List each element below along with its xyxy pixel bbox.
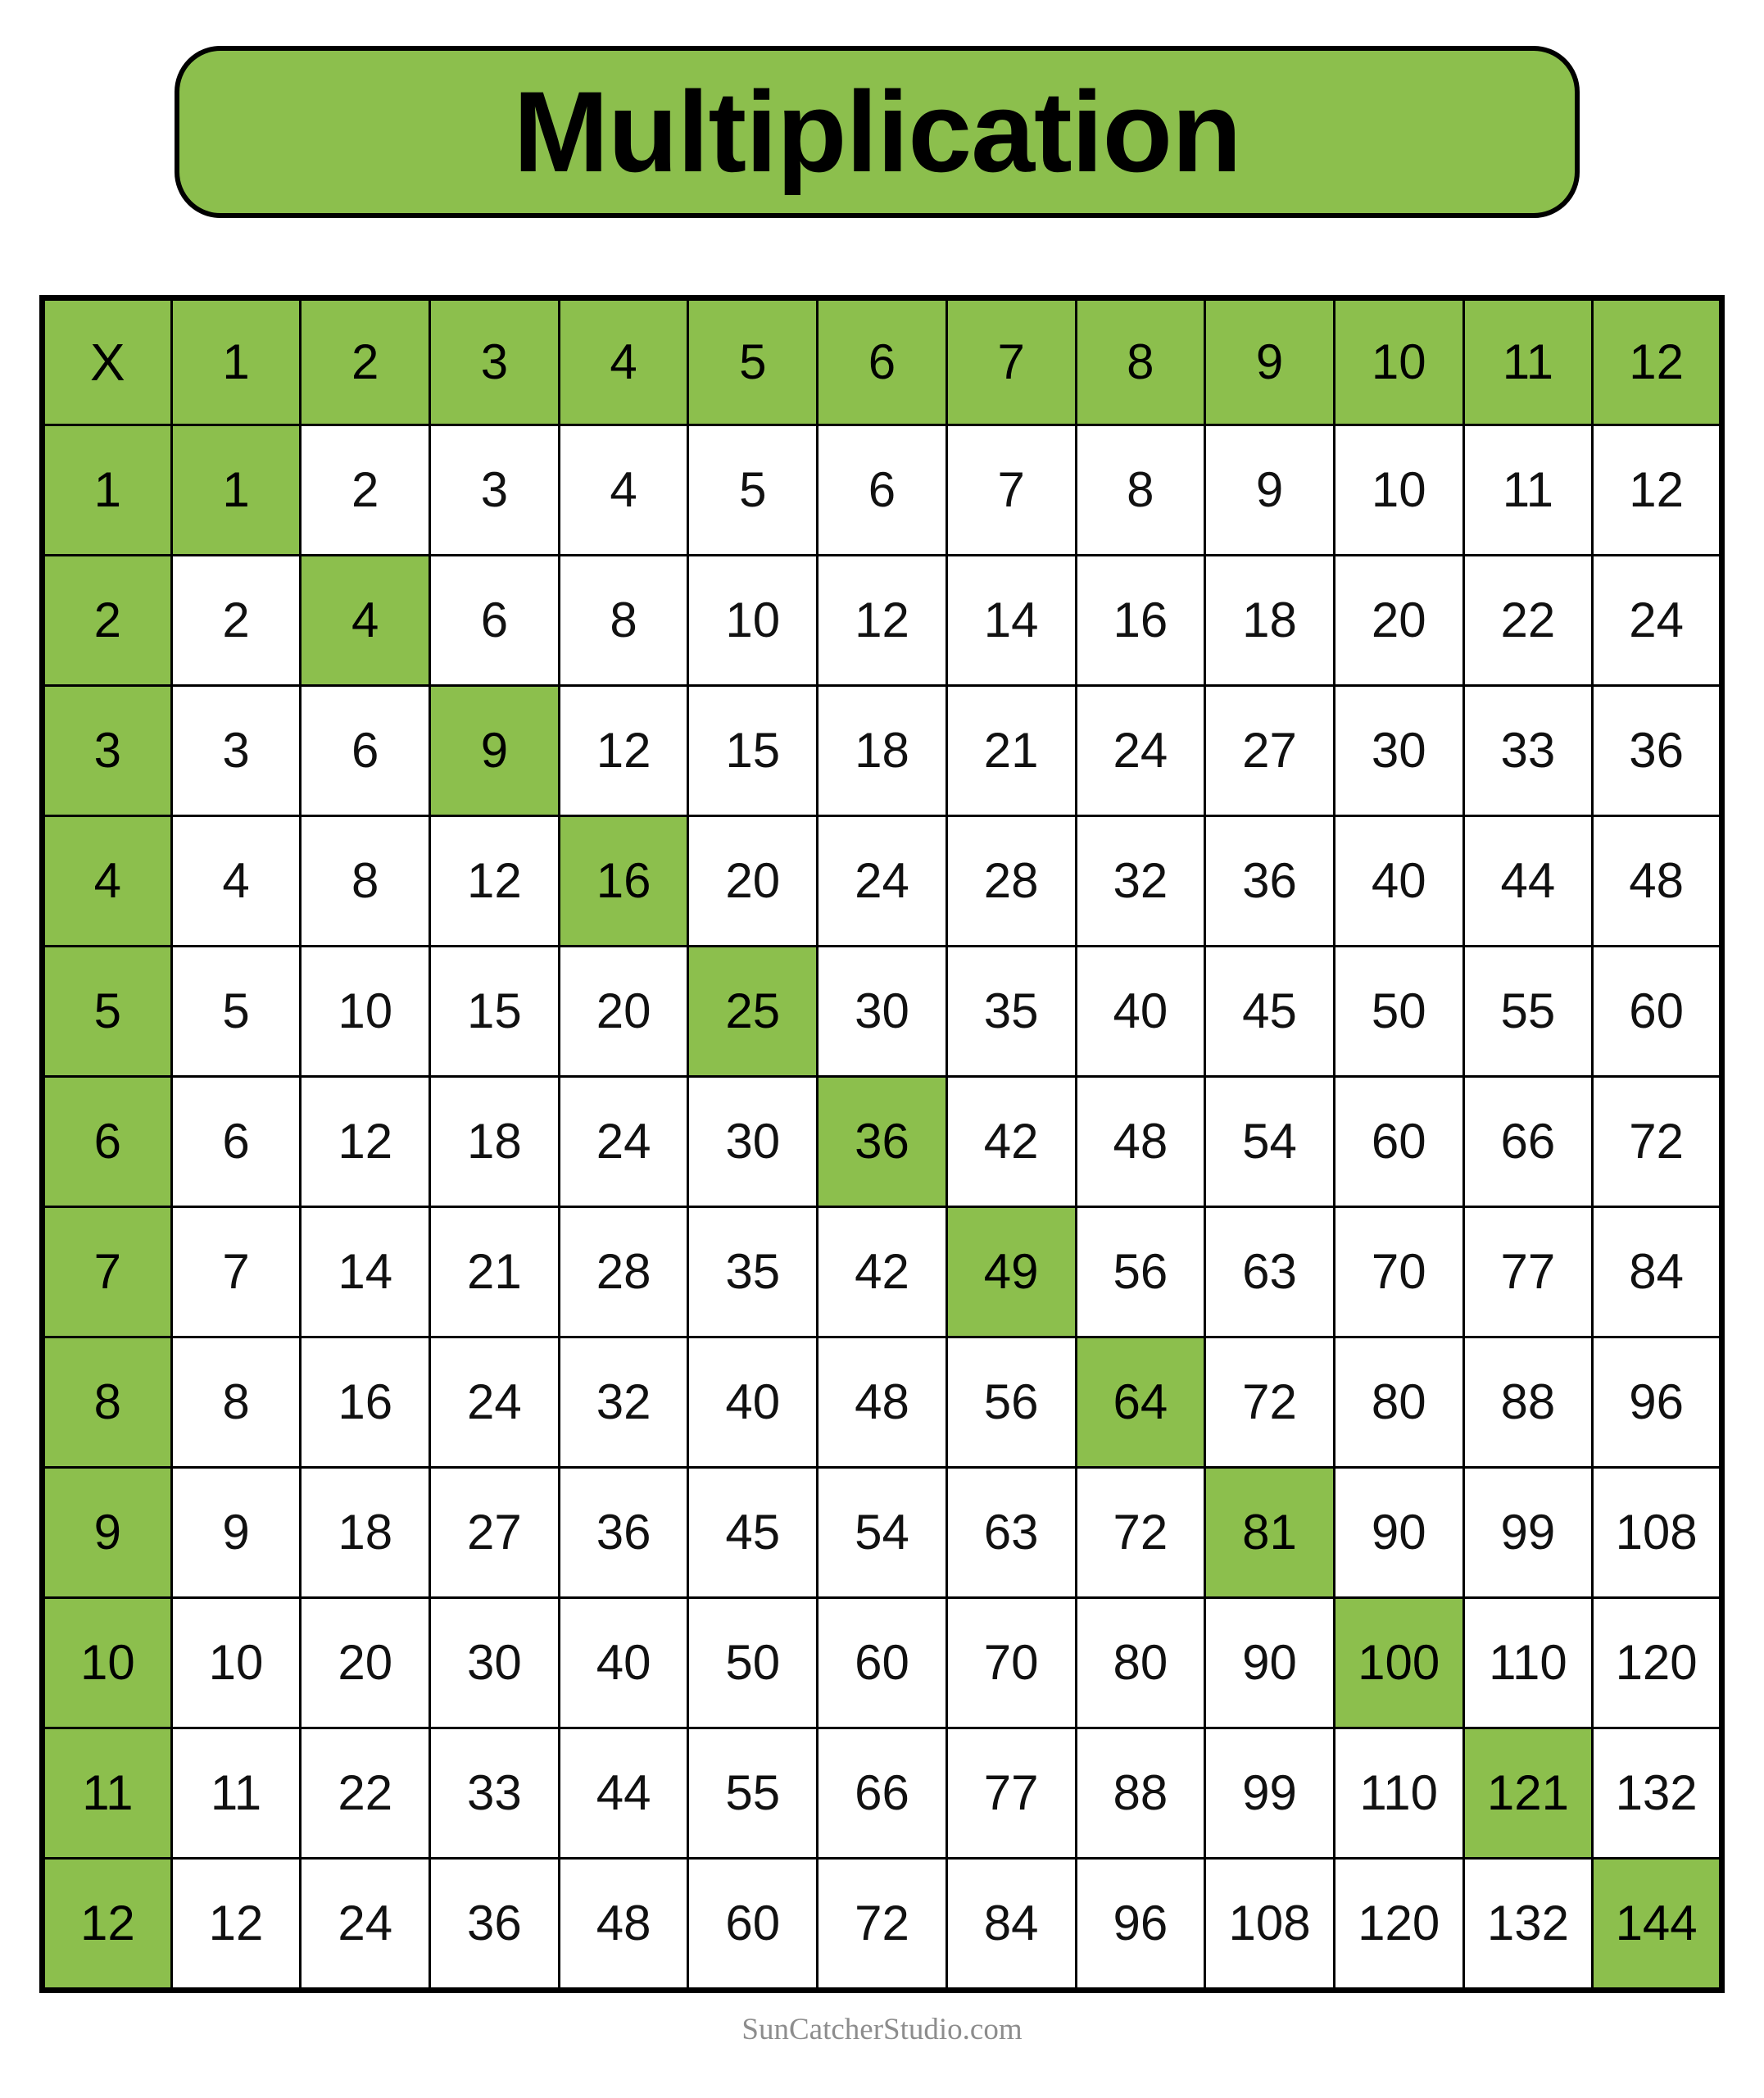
product-cell-square: 100 <box>1334 1598 1463 1728</box>
row-header-cell: 4 <box>43 816 172 947</box>
column-header-cell: 2 <box>301 298 430 425</box>
product-cell: 77 <box>946 1728 1076 1859</box>
product-cell: 120 <box>1334 1859 1463 1991</box>
product-cell: 27 <box>1205 686 1335 816</box>
product-cell: 96 <box>1076 1859 1205 1991</box>
product-cell: 28 <box>946 816 1076 947</box>
table-row <box>43 1859 1722 1991</box>
product-cell: 48 <box>818 1337 947 1468</box>
product-cell-square: 1 <box>171 425 301 556</box>
product-cell: 55 <box>688 1728 818 1859</box>
product-cell: 8 <box>171 1337 301 1468</box>
title-banner <box>175 46 1580 218</box>
product-cell: 48 <box>1076 1077 1205 1207</box>
product-cell: 32 <box>1076 816 1205 947</box>
page-title: Multiplication <box>513 67 1241 196</box>
product-cell-square: 121 <box>1463 1728 1593 1859</box>
product-cell: 36 <box>1205 816 1335 947</box>
product-cell: 60 <box>1334 1077 1463 1207</box>
product-cell: 30 <box>430 1598 560 1728</box>
product-cell: 48 <box>1593 816 1722 947</box>
product-cell: 18 <box>818 686 947 816</box>
product-cell: 132 <box>1593 1728 1722 1859</box>
product-cell: 10 <box>688 556 818 686</box>
product-cell: 48 <box>559 1859 688 1991</box>
product-cell: 27 <box>430 1468 560 1598</box>
product-cell: 110 <box>1463 1598 1593 1728</box>
product-cell: 16 <box>1076 556 1205 686</box>
product-cell: 24 <box>430 1337 560 1468</box>
product-cell: 18 <box>430 1077 560 1207</box>
product-cell: 60 <box>1593 947 1722 1077</box>
product-cell: 42 <box>946 1077 1076 1207</box>
product-cell: 72 <box>818 1859 947 1991</box>
product-cell: 44 <box>1463 816 1593 947</box>
product-cell: 56 <box>1076 1207 1205 1337</box>
product-cell: 9 <box>1205 425 1335 556</box>
column-header-cell: 4 <box>559 298 688 425</box>
product-cell: 11 <box>1463 425 1593 556</box>
product-cell: 77 <box>1463 1207 1593 1337</box>
table-row <box>43 816 1722 947</box>
product-cell: 72 <box>1076 1468 1205 1598</box>
product-cell: 88 <box>1463 1337 1593 1468</box>
table-corner-cell: X <box>43 298 172 425</box>
table-row <box>43 947 1722 1077</box>
product-cell-square: 64 <box>1076 1337 1205 1468</box>
multiplication-table <box>39 295 1725 1993</box>
table-header-row <box>43 298 1722 425</box>
product-cell: 24 <box>1076 686 1205 816</box>
column-header-cell: 12 <box>1593 298 1722 425</box>
product-cell: 15 <box>430 947 560 1077</box>
product-cell: 72 <box>1205 1337 1335 1468</box>
product-cell: 33 <box>1463 686 1593 816</box>
product-cell: 14 <box>301 1207 430 1337</box>
product-cell: 22 <box>301 1728 430 1859</box>
product-cell: 16 <box>301 1337 430 1468</box>
product-cell: 40 <box>1334 816 1463 947</box>
product-cell: 18 <box>301 1468 430 1598</box>
product-cell-square: 36 <box>818 1077 947 1207</box>
column-header-cell: 11 <box>1463 298 1593 425</box>
row-header-cell: 5 <box>43 947 172 1077</box>
product-cell: 10 <box>301 947 430 1077</box>
column-header-cell: 1 <box>171 298 301 425</box>
product-cell: 36 <box>559 1468 688 1598</box>
product-cell: 66 <box>818 1728 947 1859</box>
row-header-cell: 10 <box>43 1598 172 1728</box>
product-cell: 20 <box>301 1598 430 1728</box>
product-cell: 2 <box>301 425 430 556</box>
row-header-cell: 3 <box>43 686 172 816</box>
product-cell: 10 <box>1334 425 1463 556</box>
product-cell: 5 <box>688 425 818 556</box>
product-cell: 70 <box>946 1598 1076 1728</box>
product-cell: 8 <box>1076 425 1205 556</box>
product-cell: 108 <box>1205 1859 1335 1991</box>
product-cell: 35 <box>688 1207 818 1337</box>
product-cell: 6 <box>301 686 430 816</box>
product-cell: 40 <box>688 1337 818 1468</box>
row-header-cell: 2 <box>43 556 172 686</box>
product-cell: 12 <box>301 1077 430 1207</box>
product-cell-square: 9 <box>430 686 560 816</box>
table-row <box>43 1728 1722 1859</box>
product-cell: 24 <box>1593 556 1722 686</box>
row-header-cell: 6 <box>43 1077 172 1207</box>
product-cell: 80 <box>1334 1337 1463 1468</box>
product-cell: 20 <box>1334 556 1463 686</box>
product-cell: 4 <box>559 425 688 556</box>
row-header-cell: 1 <box>43 425 172 556</box>
product-cell: 120 <box>1593 1598 1722 1728</box>
product-cell: 50 <box>688 1598 818 1728</box>
product-cell: 45 <box>688 1468 818 1598</box>
product-cell: 18 <box>1205 556 1335 686</box>
product-cell: 36 <box>430 1859 560 1991</box>
product-cell: 12 <box>430 816 560 947</box>
table-row <box>43 686 1722 816</box>
column-header-cell: 9 <box>1205 298 1335 425</box>
product-cell: 54 <box>1205 1077 1335 1207</box>
product-cell: 10 <box>171 1598 301 1728</box>
product-cell: 35 <box>946 947 1076 1077</box>
product-cell: 12 <box>171 1859 301 1991</box>
product-cell: 56 <box>946 1337 1076 1468</box>
product-cell: 72 <box>1593 1077 1722 1207</box>
product-cell: 3 <box>171 686 301 816</box>
product-cell: 40 <box>559 1598 688 1728</box>
product-cell: 33 <box>430 1728 560 1859</box>
product-cell: 8 <box>301 816 430 947</box>
product-cell: 12 <box>818 556 947 686</box>
column-header-cell: 7 <box>946 298 1076 425</box>
product-cell: 30 <box>818 947 947 1077</box>
product-cell: 4 <box>171 816 301 947</box>
product-cell: 90 <box>1334 1468 1463 1598</box>
product-cell: 3 <box>430 425 560 556</box>
table-row <box>43 556 1722 686</box>
product-cell: 80 <box>1076 1598 1205 1728</box>
table-row <box>43 1598 1722 1728</box>
product-cell: 66 <box>1463 1077 1593 1207</box>
product-cell-square: 81 <box>1205 1468 1335 1598</box>
product-cell: 63 <box>946 1468 1076 1598</box>
product-cell-square: 4 <box>301 556 430 686</box>
product-cell: 12 <box>559 686 688 816</box>
product-cell: 60 <box>818 1598 947 1728</box>
product-cell: 9 <box>171 1468 301 1598</box>
product-cell: 50 <box>1334 947 1463 1077</box>
product-cell: 90 <box>1205 1598 1335 1728</box>
footer-credit: SunCatcherStudio.com <box>741 2013 1023 2046</box>
product-cell: 14 <box>946 556 1076 686</box>
product-cell: 132 <box>1463 1859 1593 1991</box>
product-cell: 12 <box>1593 425 1722 556</box>
row-header-cell: 9 <box>43 1468 172 1598</box>
product-cell: 44 <box>559 1728 688 1859</box>
product-cell: 15 <box>688 686 818 816</box>
product-cell: 63 <box>1205 1207 1335 1337</box>
product-cell-square: 25 <box>688 947 818 1077</box>
product-cell: 32 <box>559 1337 688 1468</box>
product-cell: 60 <box>688 1859 818 1991</box>
product-cell: 54 <box>818 1468 947 1598</box>
product-cell: 8 <box>559 556 688 686</box>
table-row <box>43 1468 1722 1598</box>
product-cell: 21 <box>946 686 1076 816</box>
product-cell: 84 <box>1593 1207 1722 1337</box>
product-cell: 2 <box>171 556 301 686</box>
product-cell: 36 <box>1593 686 1722 816</box>
row-header-cell: 12 <box>43 1859 172 1991</box>
column-header-cell: 8 <box>1076 298 1205 425</box>
product-cell: 7 <box>171 1207 301 1337</box>
table-row <box>43 425 1722 556</box>
product-cell: 70 <box>1334 1207 1463 1337</box>
product-cell: 99 <box>1463 1468 1593 1598</box>
product-cell: 42 <box>818 1207 947 1337</box>
product-cell-square: 16 <box>559 816 688 947</box>
product-cell: 24 <box>301 1859 430 1991</box>
product-cell: 22 <box>1463 556 1593 686</box>
column-header-cell: 3 <box>430 298 560 425</box>
product-cell: 6 <box>430 556 560 686</box>
column-header-cell: 10 <box>1334 298 1463 425</box>
table-row <box>43 1337 1722 1468</box>
product-cell: 55 <box>1463 947 1593 1077</box>
product-cell: 20 <box>688 816 818 947</box>
multiplication-table-container <box>39 295 1725 1993</box>
row-header-cell: 8 <box>43 1337 172 1468</box>
product-cell: 110 <box>1334 1728 1463 1859</box>
product-cell: 28 <box>559 1207 688 1337</box>
product-cell: 88 <box>1076 1728 1205 1859</box>
product-cell: 99 <box>1205 1728 1335 1859</box>
table-row <box>43 1077 1722 1207</box>
product-cell: 21 <box>430 1207 560 1337</box>
product-cell: 108 <box>1593 1468 1722 1598</box>
product-cell: 7 <box>946 425 1076 556</box>
product-cell: 40 <box>1076 947 1205 1077</box>
product-cell: 24 <box>818 816 947 947</box>
product-cell: 5 <box>171 947 301 1077</box>
product-cell: 24 <box>559 1077 688 1207</box>
column-header-cell: 6 <box>818 298 947 425</box>
product-cell: 96 <box>1593 1337 1722 1468</box>
product-cell: 11 <box>171 1728 301 1859</box>
product-cell: 6 <box>171 1077 301 1207</box>
product-cell: 45 <box>1205 947 1335 1077</box>
product-cell-square: 49 <box>946 1207 1076 1337</box>
table-row <box>43 1207 1722 1337</box>
product-cell: 84 <box>946 1859 1076 1991</box>
row-header-cell: 7 <box>43 1207 172 1337</box>
product-cell: 30 <box>1334 686 1463 816</box>
product-cell: 6 <box>818 425 947 556</box>
column-header-cell: 5 <box>688 298 818 425</box>
product-cell: 30 <box>688 1077 818 1207</box>
product-cell: 20 <box>559 947 688 1077</box>
product-cell-square: 144 <box>1593 1859 1722 1991</box>
row-header-cell: 11 <box>43 1728 172 1859</box>
